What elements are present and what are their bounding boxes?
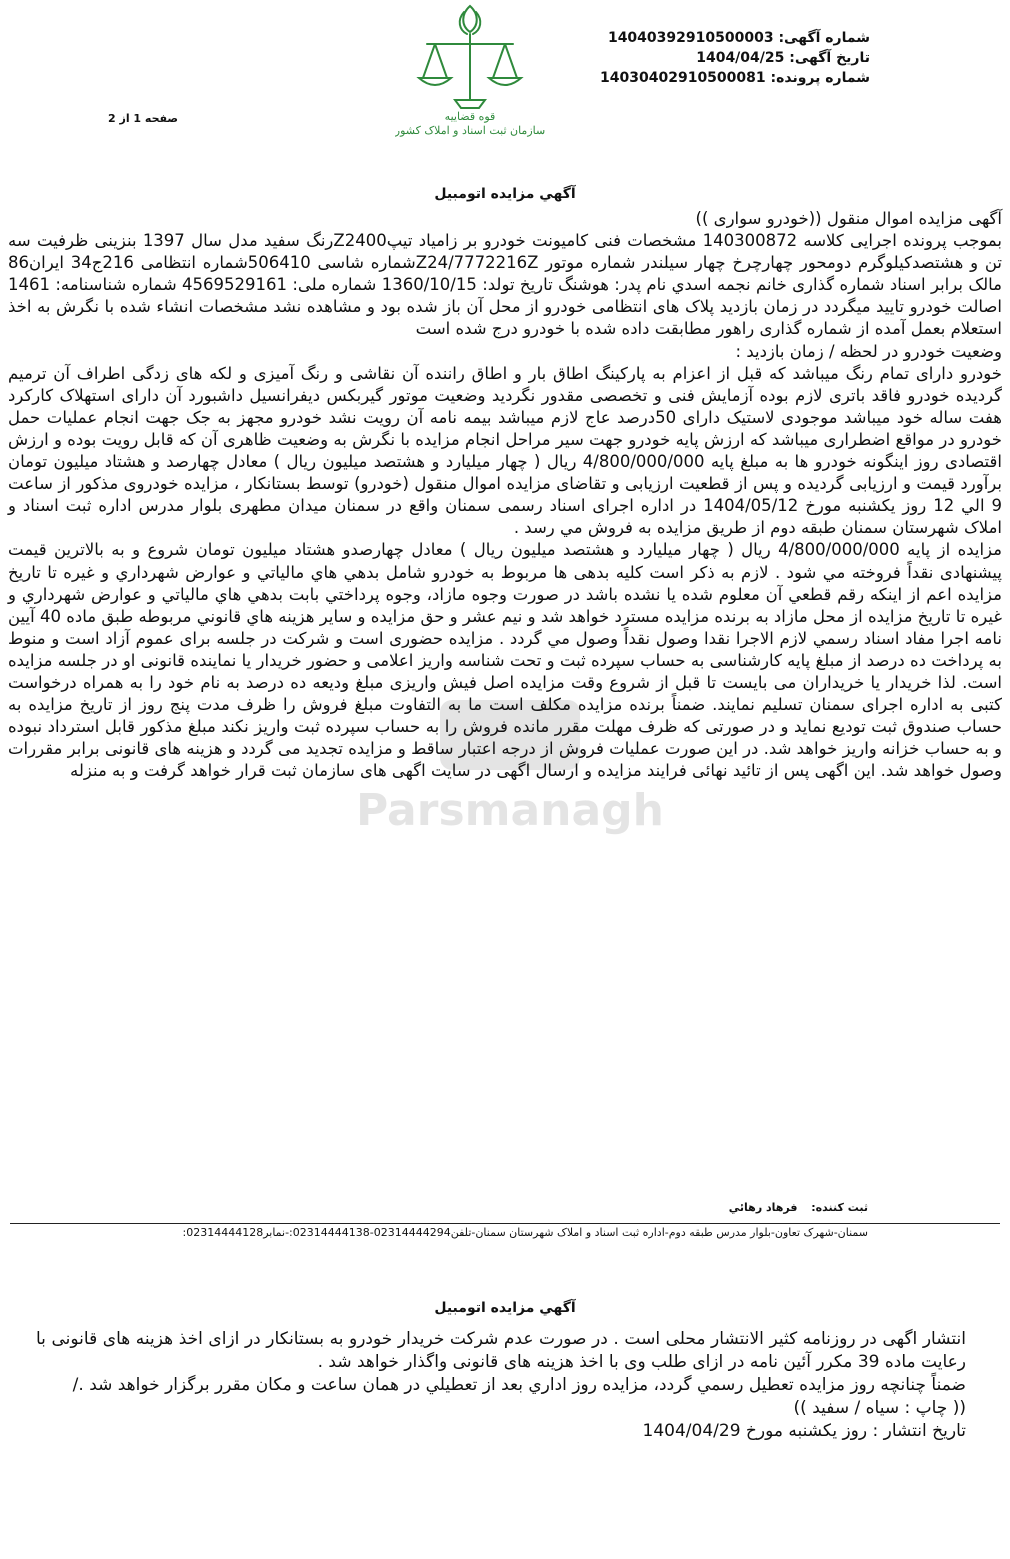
- section2-body: [36, 1328, 966, 1443]
- emblem-caption-2: سازمان ثبت اسناد و املاک کشور: [395, 124, 545, 137]
- registrar: [729, 1201, 868, 1214]
- registrar-label: ثبت کننده:: [811, 1201, 868, 1214]
- section1-paragraph: آگهی مزایده اموال منقول ((خودرو سواری )): [695, 209, 1002, 228]
- section2-paragraph: انتشار اگهی در روزنامه کثیر الانتشار محلی است . در صورت عدم شرکت خریدار خودرو به بستانکار در ازای اخذ هزینه های قانونی با رعایت ماده 39 مکرر آئین نامه در ازای طلب وی با اخذ هزینه های قانونی واگذار خواهد شد .: [36, 1329, 966, 1372]
- section1-title: آگهي مزايده اتومبيل: [434, 186, 576, 202]
- case-number-row: [600, 68, 870, 88]
- ad-number-row: [600, 28, 870, 48]
- ad-date-value: 1404/04/25: [696, 50, 785, 66]
- judiciary-emblem-icon: [395, 0, 545, 140]
- case-number-label: شماره پرونده:: [770, 70, 870, 86]
- ad-number-label: شماره آگهی:: [778, 30, 870, 46]
- watermark-text: Parsmanagh: [355, 785, 665, 836]
- registrar-name: فرهاد رهائي: [728, 1201, 798, 1214]
- section1-paragraph: خودرو دارای تمام رنگ میباشد که قبل از اعزام به پارکینگ اطاق بار و اطاق راننده آن نقاشی و رنگ آمیزی و لکه های زدگی اطراف آن ترمیم گردیده خودرو فاقد باتری لازم بوده آزمایش فنی و تخصصی مقدور نگردید وضعیت موتور گیربکس دیفرانسیل داشبورد آن دارای استهلاک کارکرد هفت ساله خود میباشد موجودی لاستیک دارای 50درصد عاج لازم میباشد بیمه نامه آن رویت نشد خودرو مجهز به جک جهت انجام عملیات حمل خودرو در مواقع اضطراری میباشد که ارزش پایه خودرو جهت سیر مراحل انجام مزایده با نگرش به وضعیت ظاهری آن که قابل رویت بوده و ارزش اقتصادی روز اینگونه خودرو ها به مبلغ پایه 4/800/000/000 ریال ( چهار میلیارد و هشتصد میلیون ریال ) معادل چهارصد و هشتاد میلیون تومان برآورد قیمت و ارزیابی گردیده و پس از قطعیت ارزیابی و تقاضای مزایده اموال منقول (خودرو) توسط بستانکار ، مزایده خودروی مذکور از ساعت 9 الي 12 روز یکشنبه مورخ 1404/05/12 در اداره اجرای اسناد رسمی سمنان واقع در سمنان میدان مطهری بلوار مدرس اداره ثبت اسناد و املاک شهرستان سمنان طبقه دوم از طریق مزایده به فروش مي رسد .: [8, 363, 1003, 538]
- section2-title: آگهي مزايده اتومبيل: [434, 1300, 576, 1316]
- section1-body: [8, 208, 1002, 782]
- section1-paragraph: مزایده از پایه 4/800/000/000 ریال ( چهار میلیارد و هشتصد میلیون ریال ) معادل چهارصدو هشتاد میلیون تومان شروع و به بالاترین قیمت پیشنهادی نقداً فروخته مي شود . لازم به ذکر است کلیه بدهی ها مربوط به خودرو شامل بدهي هاي مالياتي و عوارض شهرداري و غيره تا تاريخ مزايده اعم از اينکه رقم قطعي آن معلوم شده يا نشده باشد در صورت وجوه مازاد، وجوه پرداختي بابت بدهي هاي مالياتي و عوارض شهرداري و غيره تا تاريخ مزايده از محل مازاد به برنده مزايده مسترد خواهد شد و نيم عشر و حق مزايده و ساير هزينه هاي قانوني مربوطه طبق ماده 40 آيين نامه اجرا مفاد اسناد رسمي لازم الاجرا نقدا وصول نقداً وصول مي گردد . مزايده حضوری است و شرکت در جلسه برای عموم آزاد است و منوط به پرداخت ده درصد از مبلغ پايه کارشناسی به حساب سپرده ثبت و تحت شناسه واريز اعلامی و حضور خريدار يا نماينده قانونی او در جلسه مزايده است. لذا خريدار يا خريداران می بايست تا قبل از شروع وقت مزايده اصل فيش واريزی مبلغ وديعه ده درصد به نام خود را به همراه درخواست کتبی به اداره اجرای سمنان تسليم نمايند. ضمناً برنده مزايده مکلف است ما به التفاوت مبلغ فروش را ظرف مدت پنج روز از تاريخ مزايده به حساب صندوق ثبت توديع نمايد و در صورتی که ظرف مهلت مقرر مانده فروش را به حساب سپرده ثبت واريز نکند مبلغ مذکور قابل استرداد نبوده و به حساب خزانه واريز خواهد شد. در اين صورت عمليات فروش از درجه اعتبار ساقط و مزايده تجديد می گردد و هزينه های قانونی برابر مقررات وصول خواهد شد. اين اگهی پس از تائيد نهائی فرايند مزايده و ارسال اگهی در سايت اگهی های سازمان ثبت قرار خواهد گرفت و به منزله: [8, 540, 1002, 781]
- header-meta: [600, 28, 870, 88]
- section2-paragraph: ضمناً چنانچه روز مزايده تعطيل رسمي گردد، مزايده روز اداري بعد از تعطيلي در همان ساعت و مکان مقرر برگزار خواهد شد ./: [72, 1375, 966, 1395]
- section2-paragraph: تاریخ انتشار : روز یکشنبه مورخ 1404/04/29: [642, 1421, 966, 1441]
- footer-divider: [10, 1223, 1000, 1224]
- case-number-value: 14030402910500081: [600, 70, 766, 86]
- section1-paragraph: وضعیت خودرو در لحظه / زمان بازدید :: [735, 341, 1002, 361]
- ad-date-row: [600, 48, 870, 68]
- page-indicator: صفحه 1 از 2: [108, 112, 179, 125]
- section2-paragraph: (( چاپ : سیاه / سفید )): [793, 1398, 966, 1418]
- ad-number-value: 14040392910500003: [607, 30, 774, 46]
- section1-paragraph: بموجب پرونده اجرایی کلاسه 140300872 مشخصات فنی کامیونت خودرو بر زامیاد تیپZ2400رنگ سفید مدل سال 1397 بنزینی ظرفیت سه تن و هشتصدکیلوگرم دومحور چهارچرخ چهار سیلندر شماره موتور Z24/7772216Zشماره شاسی 506410شماره انتظامی 216ج34 ایران86 مالک برابر اسناد شماره گذاری خانم نجمه اسدي نام پدر: هوشنگ تاریخ تولد: 1360/10/15 شماره ملی: 4569529161 شماره شناسنامه: 1461 اصالت خودرو تایید میگردد در زمان بازدید پلاک های انتظامی خودرو از محل آن باز شده بود و مشاهده نشد مشخصات انشاء شده با نگرش به اخذ استعلام بعمل آمده از شماره گذاری راهور مطابقت داده شده با خودرو درج شده است: [8, 231, 1002, 339]
- footer-address: سمنان-شهرک تعاون-بلوار مدرس طبقه دوم-اداره ثبت اسناد و املاک شهرستان سمنان-تلفن02314444294-02314444138:-نمابر02314444128:: [182, 1226, 868, 1239]
- ad-date-label: تاریخ آگهی:: [789, 50, 870, 66]
- emblem-caption-1: قوه قضاییه: [444, 110, 496, 123]
